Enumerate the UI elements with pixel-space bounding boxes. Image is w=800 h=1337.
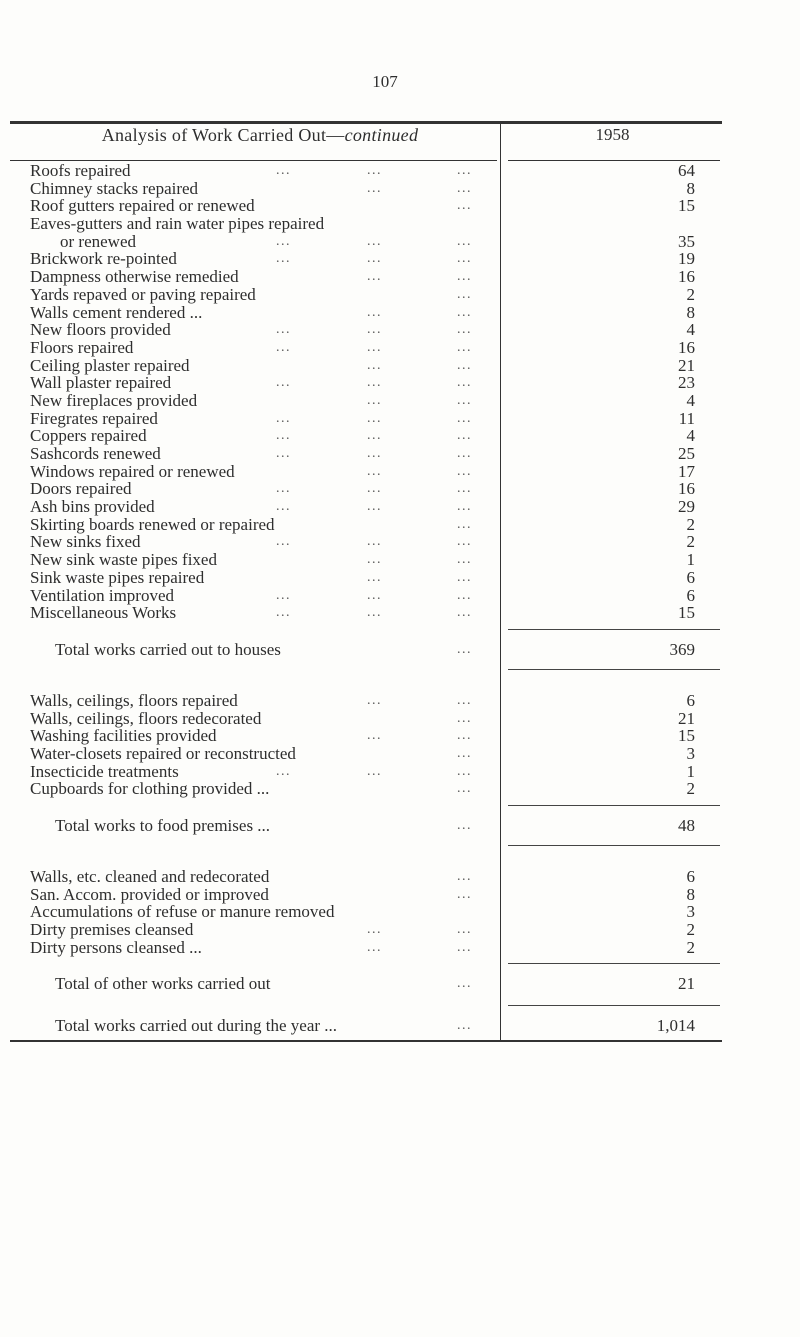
leader-dots: . . . (457, 269, 470, 285)
row-value: 369 (669, 639, 695, 659)
leader-dots: . . . (367, 163, 380, 178)
leader-dots: . . . (457, 463, 470, 479)
leader-dots: . . . (367, 692, 380, 708)
row-label: Roof gutters repaired or renewed (30, 196, 255, 216)
spacer (0, 838, 800, 854)
table-row (0, 569, 800, 587)
leader-dots: . . . (367, 605, 380, 621)
leader-dots: . . . (367, 304, 380, 320)
leader-dots: . . . (457, 728, 470, 744)
value-rule (508, 963, 720, 964)
table-row (0, 197, 800, 215)
table-row (0, 710, 800, 728)
row-value: 25 (678, 444, 695, 463)
leader-dots: . . . (367, 552, 380, 568)
value-rule (508, 845, 720, 846)
row-value: 15 (678, 726, 695, 746)
year-column-heading: 1958 (595, 125, 630, 144)
table-row (0, 498, 800, 516)
row-value: 23 (678, 373, 695, 393)
leader-dots: . . . (457, 410, 470, 426)
value-rule (508, 629, 720, 630)
leader-dots: . . . (457, 869, 470, 884)
row-label: Ash bins provided (30, 497, 155, 517)
leader-dots: . . . (367, 357, 380, 373)
spacer (0, 998, 800, 1014)
row-value: 8 (686, 178, 695, 198)
leader-dots: . . . (457, 357, 470, 373)
leader-dots: . . . (457, 605, 470, 621)
row-label: Walls, etc. cleaned and redecorated (30, 867, 270, 886)
row-value: 1 (686, 761, 695, 781)
row-label: New sinks fixed (30, 532, 141, 552)
leader-dots: . . . (457, 163, 470, 178)
row-label: Dampness otherwise remedied (30, 267, 239, 287)
leader-dots: . . . (367, 763, 380, 779)
table-row (0, 921, 800, 939)
row-value: 16 (678, 479, 695, 499)
leader-dots: . . . (457, 304, 470, 320)
table-row (0, 357, 800, 375)
row-label: Roofs repaired (30, 161, 131, 180)
leader-dots: . . . (276, 410, 289, 426)
leader-dots: . . . (276, 251, 289, 267)
table-row (0, 780, 800, 798)
leader-dots: . . . (276, 534, 289, 550)
row-label: Coppers repaired (30, 426, 147, 446)
row-value: 48 (678, 816, 695, 835)
leader-dots: . . . (367, 534, 380, 550)
row-value: 2 (686, 514, 695, 534)
leader-dots: . . . (457, 886, 470, 902)
row-label: Washing facilities provided (30, 726, 217, 746)
leader-dots: . . . (276, 428, 289, 444)
total-row (0, 638, 800, 662)
row-value: 6 (686, 867, 695, 886)
row-label: Accumulations of refuse or manure removed (30, 902, 335, 922)
total-row (0, 1014, 800, 1038)
table-row (0, 286, 800, 304)
leader-dots: . . . (276, 481, 289, 497)
row-label: Ventilation improved (30, 585, 175, 605)
leader-dots: . . . (367, 446, 380, 461)
row-value: 35 (678, 231, 695, 251)
row-label: Doors repaired (30, 479, 132, 499)
row-label: New floors provided (30, 320, 171, 340)
leader-dots: . . . (457, 375, 470, 391)
row-label: or renewed (60, 231, 136, 251)
row-value: 6 (686, 567, 695, 587)
leader-dots: . . . (367, 180, 380, 196)
leader-dots: . . . (457, 745, 470, 761)
row-label: Walls, ceilings, floors redecorated (30, 708, 262, 728)
row-label: Walls cement rendered ... (30, 302, 203, 322)
row-label: Yards repaved or paving repaired (30, 284, 256, 304)
row-value: 16 (678, 267, 695, 287)
leader-dots: . . . (457, 428, 470, 444)
leader-dots: . . . (367, 428, 380, 444)
row-value: 2 (686, 920, 695, 940)
table-row (0, 250, 800, 268)
leader-dots: . . . (367, 392, 380, 408)
table-row (0, 939, 800, 957)
row-label: Brickwork re-pointed (30, 249, 177, 269)
heading-continued: continued (344, 125, 419, 145)
row-value: 21 (678, 974, 695, 994)
leader-dots: . . . (457, 976, 470, 992)
row-value: 2 (686, 284, 695, 304)
leader-dots: . . . (457, 710, 470, 726)
leader-dots: . . . (457, 641, 470, 657)
leader-dots: . . . (457, 1018, 470, 1034)
leader-dots: . . . (276, 339, 289, 355)
row-value: 1 (686, 550, 695, 570)
row-value: 2 (686, 532, 695, 552)
table-row (0, 215, 800, 233)
heading-text: Analysis of Work Carried Out— (101, 125, 345, 145)
leader-dots: . . . (276, 499, 289, 515)
row-label: Eaves-gutters and rain water pipes repaired (30, 214, 325, 234)
row-value: 15 (678, 603, 695, 623)
leader-dots: . . . (457, 286, 470, 302)
spacer (0, 662, 800, 678)
row-label: Water-closets repaired or reconstructed (30, 743, 296, 763)
leader-dots: . . . (367, 728, 380, 744)
leader-dots: . . . (276, 605, 289, 621)
table-row (0, 410, 800, 428)
spacer (0, 854, 800, 868)
leader-dots: . . . (457, 392, 470, 408)
row-label: Ceiling plaster repaired (30, 355, 190, 375)
leader-dots: . . . (457, 569, 470, 585)
work-analysis-table (0, 161, 800, 1038)
leader-dots: . . . (457, 481, 470, 497)
total-row (0, 972, 800, 996)
row-label: Walls, ceilings, floors repaired (30, 690, 238, 710)
row-value: 3 (686, 743, 695, 763)
row-label: Dirty premises cleansed (30, 920, 194, 940)
leader-dots: . . . (457, 499, 470, 515)
row-value: 4 (686, 320, 695, 340)
table-row (0, 463, 800, 481)
leader-dots: . . . (367, 499, 380, 515)
leader-dots: . . . (276, 233, 289, 249)
row-value: 6 (686, 690, 695, 710)
row-label: Floors repaired (30, 337, 134, 357)
leader-dots: . . . (457, 446, 470, 461)
leader-dots: . . . (367, 322, 380, 338)
table-row (0, 268, 800, 286)
spacer (0, 622, 800, 638)
leader-dots: . . . (367, 410, 380, 426)
leader-dots: . . . (367, 269, 380, 285)
spacer (0, 798, 800, 814)
row-value: 6 (686, 585, 695, 605)
bottom-rule (10, 1040, 722, 1042)
table-row (0, 551, 800, 569)
table-row (0, 604, 800, 622)
leader-dots: . . . (367, 463, 380, 479)
row-label: Cupboards for clothing provided ... (30, 779, 270, 799)
row-label: San. Accom. provided or improved (30, 884, 269, 904)
leader-dots: . . . (367, 481, 380, 497)
row-label: Sink waste pipes repaired (30, 567, 205, 587)
leader-dots: . . . (367, 939, 380, 955)
row-label: Sashcords renewed (30, 444, 161, 463)
value-rule (508, 1005, 720, 1006)
leader-dots: . . . (367, 251, 380, 267)
row-label: Total works to food premises ... (55, 816, 271, 835)
leader-dots: . . . (367, 375, 380, 391)
table-row (0, 533, 800, 551)
leader-dots: . . . (457, 692, 470, 708)
leader-dots: . . . (276, 446, 289, 461)
leader-dots: . . . (457, 818, 470, 833)
row-label: Skirting boards renewed or repaired (30, 514, 275, 534)
row-label: Miscellaneous Works (30, 603, 177, 623)
row-label: Total works carried out to houses (55, 639, 281, 659)
row-value: 8 (686, 302, 695, 322)
leader-dots: . . . (457, 939, 470, 955)
leader-dots: . . . (276, 163, 289, 178)
table-row (0, 692, 800, 710)
leader-dots: . . . (457, 251, 470, 267)
row-value: 8 (686, 884, 695, 904)
row-value: 4 (686, 390, 695, 410)
leader-dots: . . . (457, 339, 470, 355)
table-row (0, 374, 800, 392)
leader-dots: . . . (276, 587, 289, 603)
row-label: Windows repaired or renewed (30, 461, 235, 481)
table-row (0, 427, 800, 445)
table-row (0, 339, 800, 357)
leader-dots: . . . (457, 322, 470, 338)
leader-dots: . . . (367, 569, 380, 585)
table-heading (40, 125, 480, 146)
leader-dots: . . . (367, 233, 380, 249)
leader-dots: . . . (457, 763, 470, 779)
table-row (0, 162, 800, 180)
row-label: Wall plaster repaired (30, 373, 172, 393)
leader-dots: . . . (457, 233, 470, 249)
spacer (0, 956, 800, 972)
table-row (0, 233, 800, 251)
table-row (0, 727, 800, 745)
leader-dots: . . . (367, 339, 380, 355)
top-rule (10, 121, 722, 124)
table-row (0, 321, 800, 339)
row-value: 21 (678, 355, 695, 375)
row-value: 2 (686, 779, 695, 799)
leader-dots: . . . (276, 322, 289, 338)
table-row (0, 745, 800, 763)
table-row (0, 392, 800, 410)
row-label: Total of other works carried out (55, 974, 271, 994)
table-row (0, 516, 800, 534)
row-label: New fireplaces provided (30, 390, 198, 410)
total-row (0, 814, 800, 838)
row-value: 29 (678, 497, 695, 517)
leader-dots: . . . (457, 516, 470, 532)
row-label: Dirty persons cleansed ... (30, 937, 202, 957)
row-value: 17 (678, 461, 695, 481)
table-row (0, 903, 800, 921)
row-label: Insecticide treatments (30, 761, 179, 781)
row-value: 15 (678, 196, 695, 216)
leader-dots: . . . (457, 587, 470, 603)
leader-dots: . . . (367, 922, 380, 938)
table-row (0, 587, 800, 605)
leader-dots: . . . (457, 781, 470, 797)
table-row (0, 868, 800, 886)
table-row (0, 763, 800, 781)
row-label: New sink waste pipes fixed (30, 550, 217, 570)
row-value: 16 (678, 337, 695, 357)
row-label: Chimney stacks repaired (30, 178, 199, 198)
row-value: 21 (678, 708, 695, 728)
row-value: 4 (686, 426, 695, 446)
leader-dots: . . . (276, 763, 289, 779)
leader-dots: . . . (457, 534, 470, 550)
table-row (0, 304, 800, 322)
table-row (0, 886, 800, 904)
row-value: 3 (686, 902, 695, 922)
leader-dots: . . . (276, 375, 289, 391)
leader-dots: . . . (367, 587, 380, 603)
page-number: 107 (372, 72, 398, 91)
table-row (0, 480, 800, 498)
row-label: Firegrates repaired (30, 408, 158, 428)
leader-dots: . . . (457, 180, 470, 196)
row-label: Total works carried out during the year ... (55, 1016, 338, 1036)
value-rule (508, 669, 720, 670)
spacer (0, 678, 800, 692)
leader-dots: . . . (457, 552, 470, 568)
table-row (0, 180, 800, 198)
leader-dots: . . . (457, 198, 470, 214)
row-value: 1,014 (656, 1016, 695, 1036)
table-row (0, 445, 800, 463)
row-value: 2 (686, 937, 695, 957)
value-rule (508, 805, 720, 806)
row-value: 11 (678, 408, 695, 428)
row-value: 19 (678, 249, 695, 269)
leader-dots: . . . (457, 922, 470, 938)
row-value: 64 (678, 161, 695, 180)
